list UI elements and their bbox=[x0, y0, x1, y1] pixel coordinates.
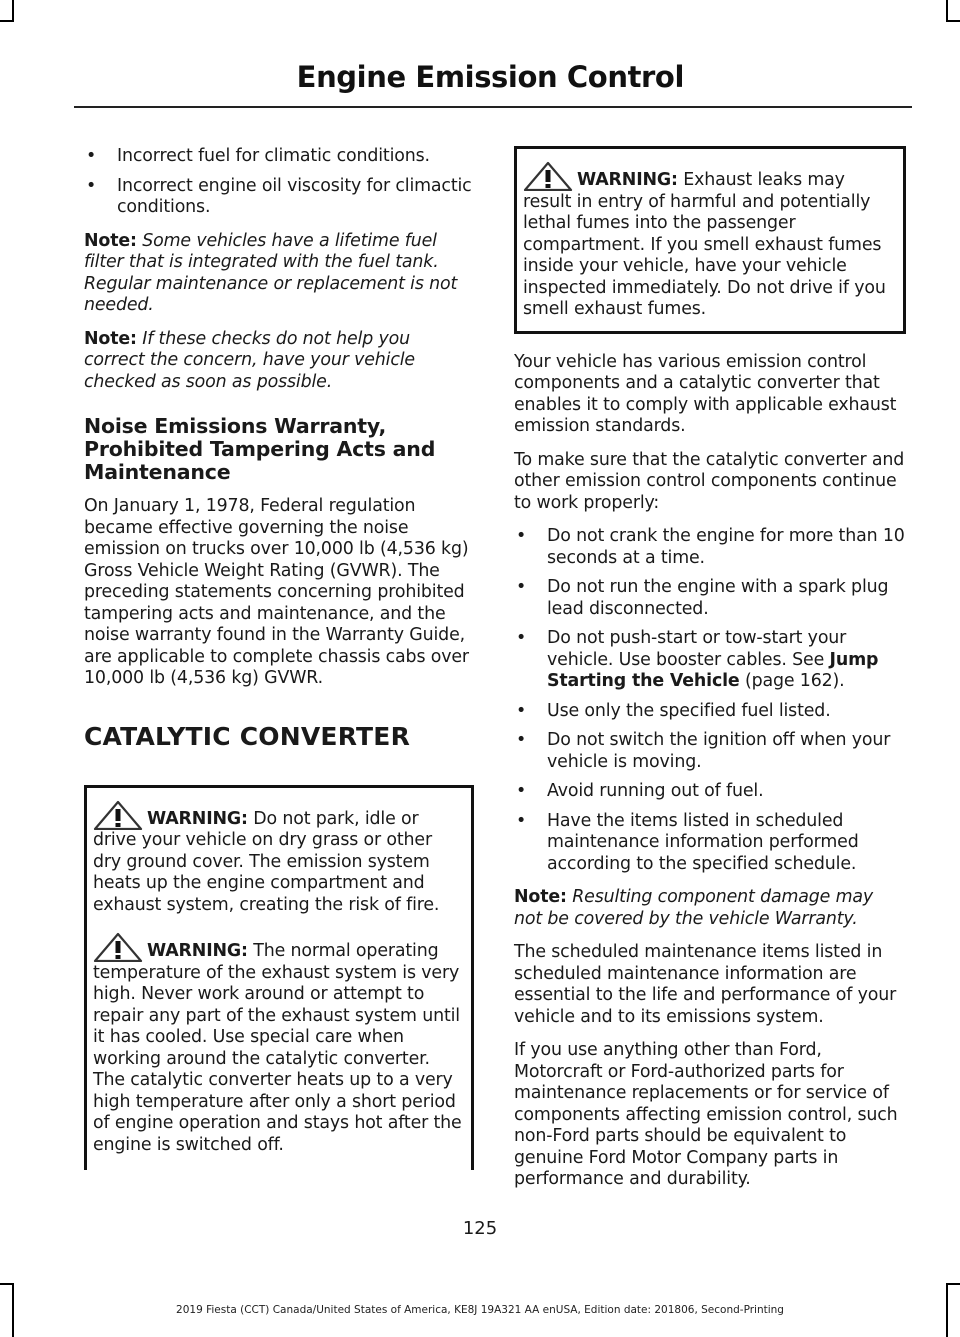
section-heading-noise-emissions: Noise Emissions Warranty, Prohibited Tampering Acts and Maintenance bbox=[84, 414, 436, 484]
page-footer: 2019 Fiesta (CCT) Canada/United States of America, KE8J 19A321 AA enUSA, Edition date: 201806, Second-Printing bbox=[176, 1304, 784, 1316]
fault-bullet-list bbox=[84, 146, 474, 219]
list-item: • Incorrect fuel for climatic conditions. bbox=[86, 146, 430, 166]
crop-mark-top-right-h bbox=[946, 20, 960, 22]
section-body-noise-emissions: On January 1, 1978, Federal regulation became effective governing the noise emission on trucks over 10,000 lb (4,536 kg) Gross Vehicle Weight Rating (GVWR). The preceding statements concerning prohibited tampering acts and maintenance, and the noise warranty found in the Warranty Guide, are applicable to complete chassis cabs over 10,000 lb (4,536 kg) GVWR. bbox=[84, 496, 469, 688]
list-item: • Do not crank the engine for more than 10 seconds at a time. bbox=[516, 526, 905, 568]
warning-box-fire bbox=[84, 785, 474, 1171]
warning-triangle-icon bbox=[93, 932, 143, 962]
bullet-glyph: • bbox=[516, 700, 527, 721]
paragraph-work-properly: To make sure that the catalytic converter and other emission control components continue to work properly: bbox=[514, 449, 905, 513]
warning-box-exhaust-leaks bbox=[514, 146, 906, 334]
list-item: • Use only the specified fuel listed. bbox=[516, 700, 831, 721]
warning-triangle-icon bbox=[523, 161, 573, 191]
bullet-glyph: • bbox=[516, 628, 527, 648]
jump-starting-link[interactable]: Jump Starting the Vehicle bbox=[547, 649, 879, 691]
list-item: • Incorrect engine oil viscosity for climactic conditions. bbox=[86, 175, 472, 217]
bullet-glyph: • bbox=[516, 577, 527, 597]
paragraph-emission-components: Your vehicle has various emission control components and a catalytic converter that enables it to comply with applicable exhaust emission standards. bbox=[514, 351, 897, 436]
note-checks: Note: If these checks do not help you correct the concern, have your vehicle checked as soon as possible. bbox=[84, 328, 415, 392]
bullet-glyph: • bbox=[516, 810, 527, 831]
list-item: • Do not switch the ignition off when your vehicle is moving. bbox=[516, 730, 891, 772]
bullet-glyph: • bbox=[516, 526, 527, 546]
warning-fire: WARNING: Do not park, idle or drive your vehicle on dry grass or other dry ground cover. The emission system heats up the engine compartment and exhaust system, creating the risk of fire. bbox=[93, 800, 463, 917]
section-heading-catalytic-converter: CATALYTIC CONVERTER bbox=[84, 721, 411, 751]
crop-mark-bottom-left-h bbox=[0, 1283, 14, 1285]
header-rule bbox=[74, 106, 912, 108]
warning-exhaust-leaks: WARNING: Exhaust leaks may result in entry of harmful and potentially lethal fumes into the passenger compartment. If you smell exhaust fumes inside your vehicle, have your vehicle inspected immediately. Do not drive if you smell exhaust fumes. bbox=[523, 161, 895, 321]
list-item: • Do not run the engine with a spark plug lead disconnected. bbox=[516, 577, 889, 619]
bullet-glyph: • bbox=[516, 730, 527, 750]
page-header-title: Engine Emission Control bbox=[296, 60, 684, 94]
bullet-glyph: • bbox=[86, 146, 97, 166]
list-item: • Avoid running out of fuel. bbox=[516, 781, 764, 801]
crop-mark-top-left-v bbox=[12, 0, 14, 22]
page-number: 125 bbox=[462, 1218, 498, 1239]
warning-triangle-icon bbox=[93, 800, 143, 830]
warning-exhaust-temperature: WARNING: The normal operating temperature of the exhaust system is very high. Never work around or attempt to repair any part of the exhaust system until it has cooled. Use special care when working around the catalytic converter. The catalytic converter heats up to a very high temperature after only a short period of engine operation and stays hot after the engine is switched off. bbox=[93, 932, 463, 1156]
list-item: • Do not push-start or tow-start your vehicle. Use booster cables. See Jump Starting the Vehicle (page 162). bbox=[516, 628, 879, 691]
paragraph-non-ford-parts: If you use anything other than Ford, Motorcraft or Ford-authorized parts for maintenance replacements or for service of components affecting emission control, such non-Ford parts should be equivalent to genuine Ford Motor Company parts in performance and durability. bbox=[514, 1040, 898, 1189]
note-fuel-filter: Note: Some vehicles have a lifetime fuel filter that is integrated with the fuel tank. Regular maintenance or replacement is not needed. bbox=[84, 230, 458, 315]
crop-mark-bottom-right-h bbox=[946, 1283, 960, 1285]
list-item: • Have the items listed in scheduled maintenance information performed according to the specified schedule. bbox=[516, 810, 859, 874]
note-warranty: Note: Resulting component damage may not be covered by the vehicle Warranty. bbox=[514, 887, 874, 929]
crop-mark-top-right-v bbox=[946, 0, 948, 22]
catalytic-care-list bbox=[514, 526, 906, 875]
right-column bbox=[514, 146, 906, 1203]
paragraph-scheduled-maintenance: The scheduled maintenance items listed in scheduled maintenance information are essential to the life and performance of your vehicle and to its emissions system. bbox=[514, 942, 897, 1027]
left-column bbox=[84, 146, 474, 1170]
crop-mark-top-left-h bbox=[0, 20, 14, 22]
bullet-glyph: • bbox=[86, 175, 97, 196]
bullet-glyph: • bbox=[516, 781, 527, 801]
